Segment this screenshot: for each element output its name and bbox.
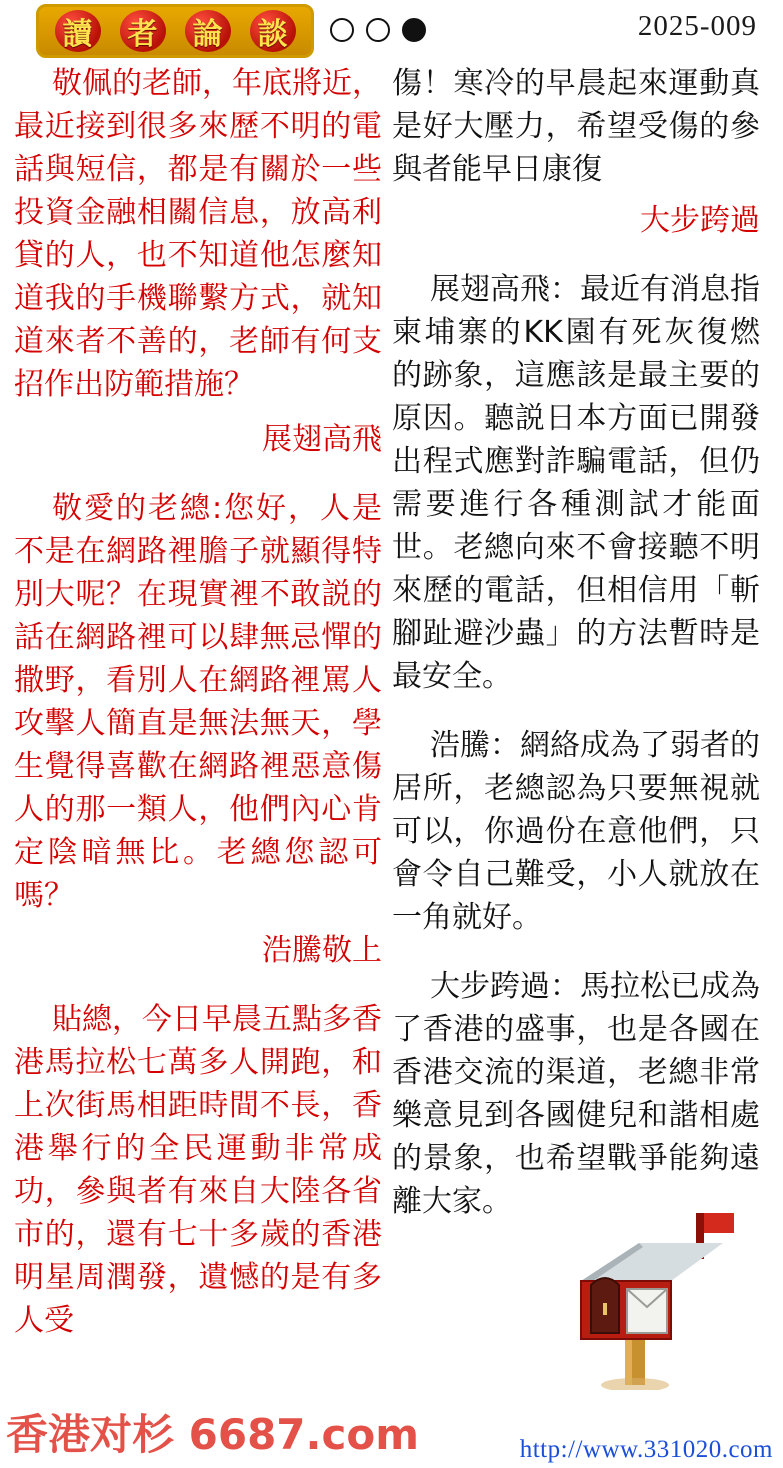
masthead-char-1: 讀: [55, 10, 101, 52]
masthead-char-2: 者: [120, 10, 166, 52]
letter-signature: 浩騰敬上: [262, 933, 382, 968]
left-column: [14, 62, 382, 1392]
letter-body-continued: 傷！寒冷的早晨起來運動真是好大壓力，希望受傷的參與者能早日康復: [392, 66, 760, 187]
page-footer: [0, 1390, 783, 1468]
letter-signature: 大步跨過: [640, 203, 760, 238]
reply-body: 浩騰：網絡成為了弱者的居所，老總認為只要無視就可以，你過份在意他們，只會令自己難受，小人就放在一角就好。: [392, 728, 760, 935]
masthead-logo: [36, 4, 314, 58]
dot-indicator-3: [402, 18, 426, 42]
reply-body: 大步跨過：馬拉松已成為了香港的盛事，也是各國在香港交流的渠道，老總非常樂意見到各國健兒和諧相處的景象，也希望戰爭能夠遠離大家。: [392, 969, 760, 1219]
watermark-right-url[interactable]: http://www.331020.com: [519, 1436, 773, 1463]
reply-body: 展翅高飛：最近有消息指柬埔寨的KK園有死灰復燃的跡象，這應該是最主要的原因。聽説日本方面已開發出程式應對詐騙電話，但仍需要進行各種測試才能面世。老總向來不會接聽不明來歷的電話，但相信用「斬腳趾避沙蟲」的方法暫時是最安全。: [392, 272, 760, 694]
dot-indicator-1: [330, 18, 354, 42]
letter-body: 貼總，今日早晨五點多香港馬拉松七萬多人開跑，和上次街馬相距時間不長，香港舉行的全民運動非常成功，參與者有來自大陸各省市的，還有七十多歲的香港明星周潤發，遺憾的是有多人受: [14, 1002, 382, 1338]
page-header: [0, 0, 783, 62]
dot-indicator-2: [366, 18, 390, 42]
letter-body: 敬愛的老總:您好，人是不是在網路裡膽子就顯得特別大呢？在現實裡不敢説的話在網路裡可以肆無忌憚的撒野，看別人在網路裡罵人攻擊人簡直是無法無天，學生覺得喜歡在網路裡惡意傷人的那一類人，他們內心肯定陰暗無比。老總您認可嗎？: [14, 491, 382, 913]
right-column: [392, 62, 760, 1392]
letter-body: 敬佩的老師，年底將近，最近接到很多來歷不明的電話與短信，都是有關於一些投資金融相關信息，放高利貸的人，也不知道他怎麼知道我的手機聯繫方式，就知道來者不善的，老師有何支招作出防範措施？: [14, 66, 382, 402]
masthead-char-4: 談: [250, 10, 296, 52]
watermark-left: 香港对杉 6687.com: [6, 1410, 419, 1459]
letter-signature: 展翅高飛: [262, 422, 382, 457]
masthead-char-3: 論: [185, 10, 231, 52]
article-columns: [0, 62, 783, 1392]
issue-number: 2025-009: [637, 10, 757, 42]
dot-indicator-group: [330, 18, 426, 42]
